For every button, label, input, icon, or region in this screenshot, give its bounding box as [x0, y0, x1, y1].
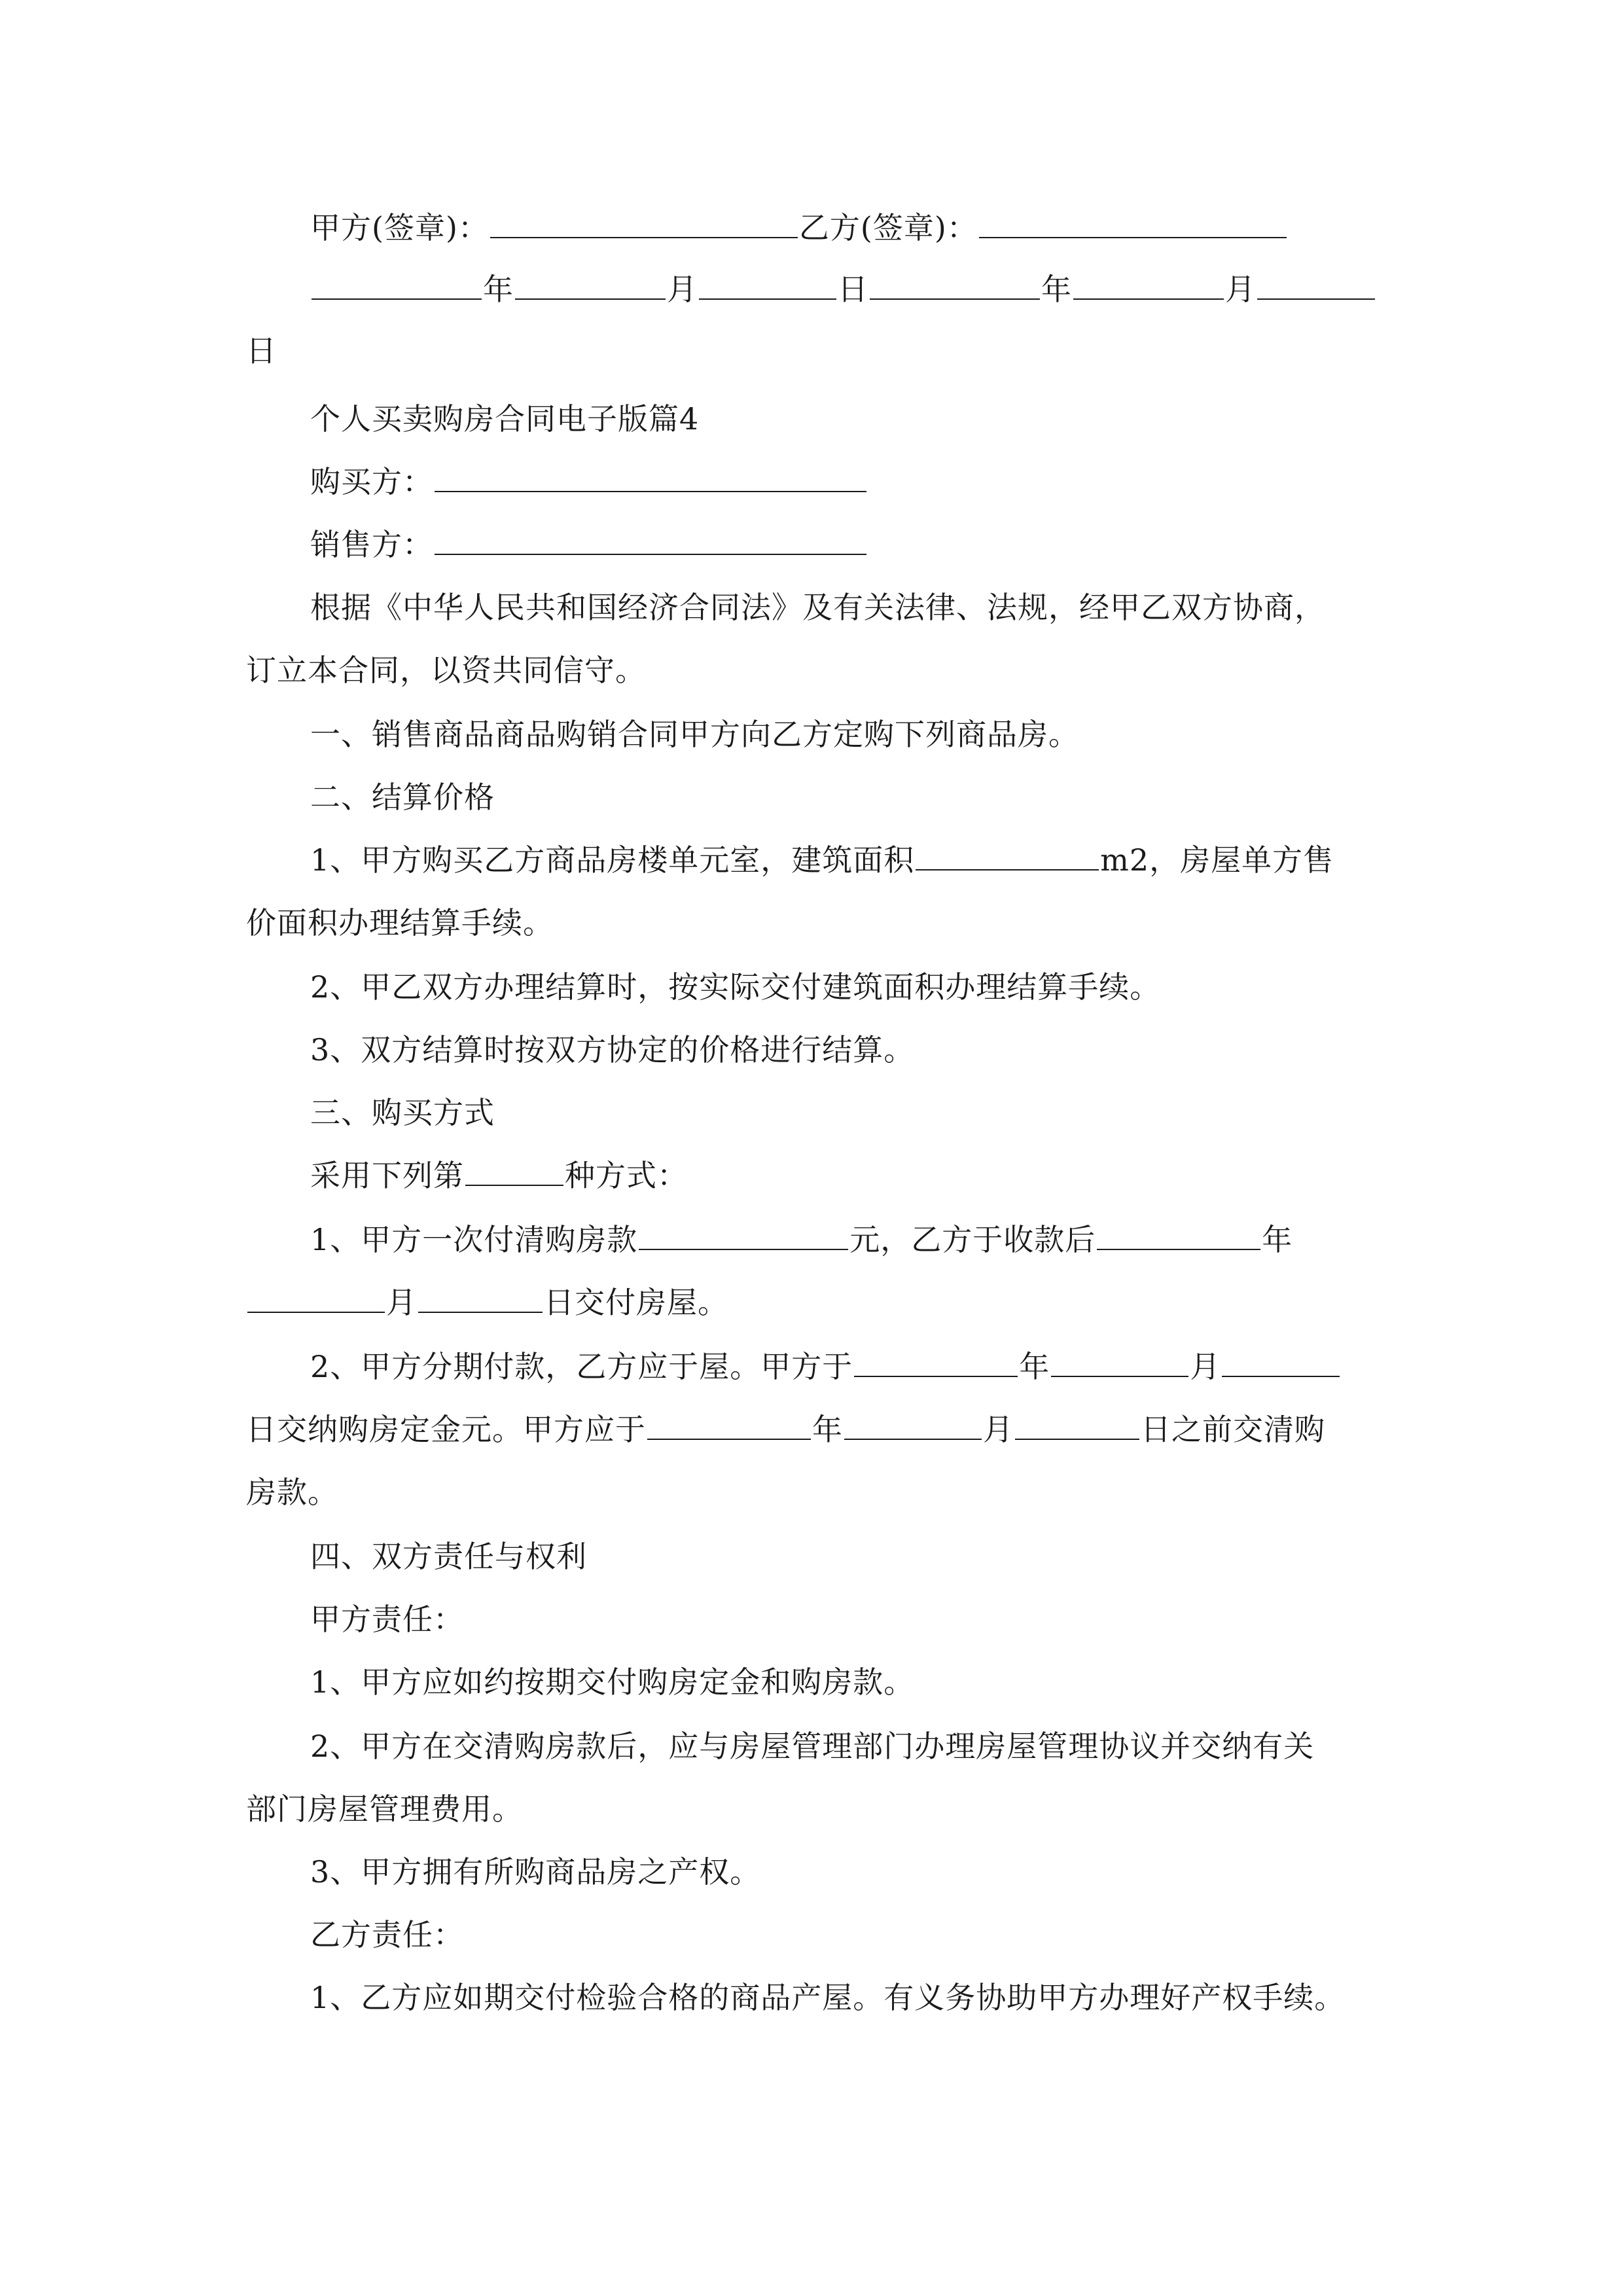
- date-line-wrap: 日: [246, 333, 277, 368]
- year-label: 年: [483, 272, 514, 307]
- date-blank: [1015, 1412, 1139, 1440]
- date-line: [310, 270, 1376, 309]
- method-blank: [465, 1158, 563, 1186]
- clause-2-item-2: 2、甲乙双方办理结算时，按实际交付建筑面积办理结算手续。: [310, 969, 1161, 1005]
- clause-3-item-1-wrap: [246, 1283, 728, 1322]
- seller-line: [310, 525, 868, 564]
- month-label: 月: [983, 1412, 1014, 1447]
- party-b-signature-blank: [979, 211, 1287, 238]
- clause-3-item-2-wrap: 房款。: [246, 1475, 338, 1510]
- party-a-duty-2: 2、甲方在交清购房款后，应与房屋管理部门办理房屋管理协议并交纳有关: [310, 1729, 1315, 1764]
- date-blank: [247, 1285, 385, 1313]
- date-blank: [1051, 1350, 1188, 1377]
- date-blank: [1097, 1223, 1260, 1250]
- year-label: 年: [1041, 272, 1072, 307]
- clause-text: 日交付房屋。: [544, 1285, 728, 1320]
- clause-text: 种方式：: [565, 1158, 688, 1193]
- clause-2-item-3: 3、双方结算时按双方协定的价格进行结算。: [310, 1032, 915, 1067]
- year-label: 年: [812, 1412, 843, 1447]
- clause-text: 1、甲方一次付清购房款: [310, 1222, 638, 1257]
- date-blank: [1073, 272, 1224, 300]
- date-blank: [870, 272, 1040, 300]
- clause-2-item-1-wrap: 价面积办理结算手续。: [246, 905, 554, 941]
- month-label: 月: [1190, 1349, 1221, 1384]
- clause-text: 元，乙方于收款后: [849, 1222, 1096, 1257]
- clause-4-heading: 四、双方责任与权利: [310, 1539, 587, 1574]
- buyer-label: 购买方：: [310, 464, 433, 499]
- date-blank: [699, 272, 836, 300]
- year-label: 年: [1019, 1349, 1050, 1384]
- date-blank: [844, 1412, 982, 1440]
- date-blank: [647, 1412, 811, 1440]
- intro-paragraph-line: 根据《中华人民共和国经济合同法》及有关法律、法规，经甲乙双方协商，: [310, 590, 1325, 625]
- year-label: 年: [1262, 1222, 1293, 1257]
- amount-blank: [639, 1223, 848, 1250]
- clause-3-heading: 三、购买方式: [310, 1095, 495, 1130]
- clause-3-item-2: [310, 1347, 1341, 1386]
- seller-blank: [435, 528, 866, 555]
- clause-3-item-1: [310, 1220, 1293, 1259]
- party-a-duty-3: 3、甲方拥有所购商品房之产权。: [310, 1854, 761, 1890]
- date-blank: [1257, 272, 1375, 300]
- clause-text: 2、甲方分期付款，乙方应于屋。甲方于: [310, 1349, 853, 1384]
- clause-text: 日交纳购房定金元。甲方应于: [246, 1412, 646, 1447]
- date-blank: [312, 272, 482, 300]
- section-title: 个人买卖购房合同电子版篇4: [310, 401, 700, 437]
- day-label: 日: [838, 272, 868, 307]
- clause-2-heading: 二、结算价格: [310, 780, 495, 815]
- clause-1: 一、销售商品商品购销合同甲方向乙方定购下列商品房。: [310, 717, 1079, 752]
- party-b-duties-heading: 乙方责任：: [310, 1917, 464, 1952]
- party-b-signature-label: 乙方(签章)：: [798, 210, 978, 245]
- month-label: 月: [1225, 272, 1256, 307]
- month-label: 月: [667, 272, 698, 307]
- buyer-blank: [435, 465, 866, 492]
- party-a-signature-label: 甲方(签章)：: [310, 210, 489, 245]
- party-b-duty-1: 1、乙方应如期交付检验合格的商品产屋。有义务协助甲方办理好产权手续。: [310, 1980, 1346, 2015]
- party-a-duties-heading: 甲方责任：: [310, 1602, 464, 1637]
- buyer-line: [310, 462, 868, 501]
- seller-label: 销售方：: [310, 527, 433, 562]
- signature-line: [310, 208, 1288, 247]
- date-blank: [515, 272, 666, 300]
- clause-text: m2，房屋单方售: [1100, 842, 1334, 878]
- clause-text: 1、甲方购买乙方商品房楼单元室，建筑面积: [310, 842, 915, 878]
- area-blank: [916, 843, 1099, 870]
- date-blank: [418, 1285, 543, 1313]
- date-blank: [854, 1350, 1018, 1377]
- party-a-duty-2-wrap: 部门房屋管理费用。: [246, 1791, 523, 1827]
- party-a-signature-blank: [490, 211, 798, 238]
- month-label: 月: [386, 1285, 417, 1320]
- clause-text: 日之前交清购: [1141, 1412, 1325, 1447]
- intro-paragraph-line: 订立本合同，以资共同信守。: [246, 653, 646, 688]
- clause-3-choose: [310, 1156, 688, 1195]
- clause-text: 采用下列第: [310, 1158, 464, 1193]
- party-a-duty-1: 1、甲方应如约按期交付购房定金和购房款。: [310, 1664, 915, 1700]
- date-blank: [1222, 1350, 1340, 1377]
- clause-3-item-2-wrap: [246, 1410, 1325, 1449]
- clause-2-item-1: [310, 840, 1334, 880]
